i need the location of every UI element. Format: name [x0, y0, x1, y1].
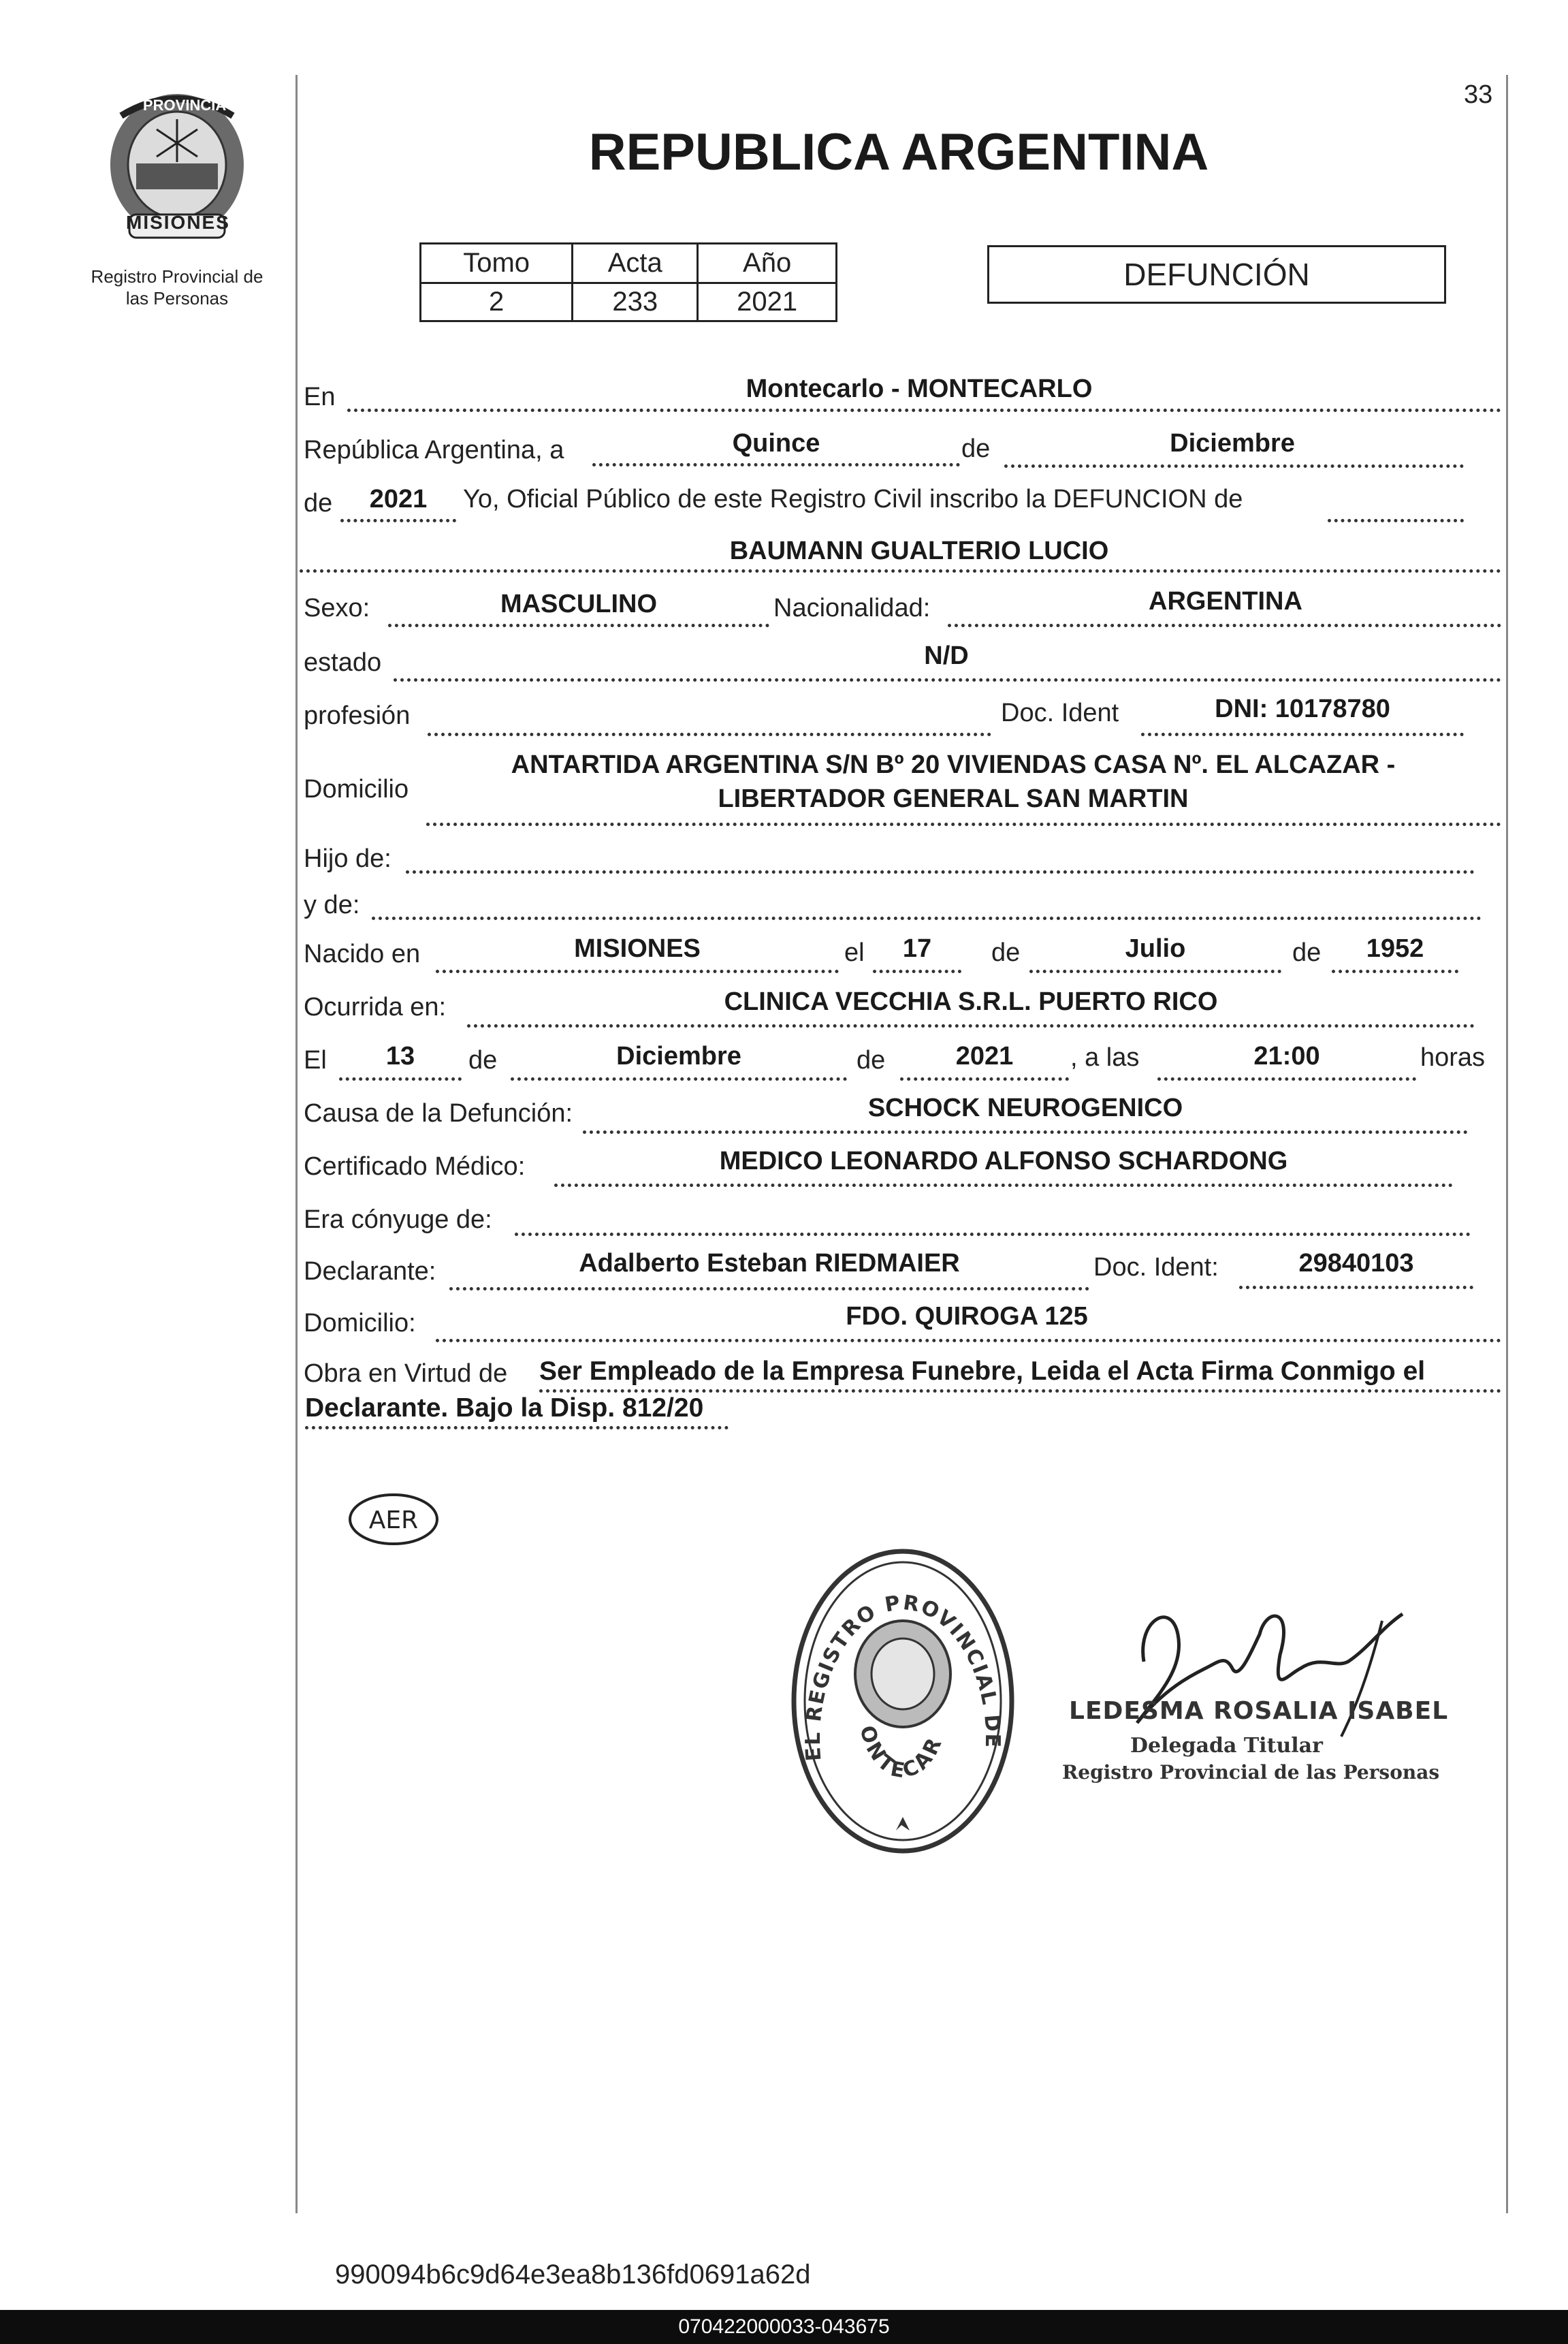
name-dotline [300, 569, 1501, 573]
footer-bar [0, 2310, 1568, 2344]
registry-name-line2: las Personas [125, 288, 229, 308]
year-value: 2021 [369, 485, 428, 513]
obra-label: Obra en Virtud de [304, 1359, 508, 1388]
de6-label: de [857, 1046, 886, 1075]
seal-text-top: PROVINCIA DE [143, 97, 251, 114]
certificado-label: Certificado Médico: [304, 1152, 526, 1181]
nacido-day-dotline [873, 970, 961, 973]
footer-code: 070422000033-043675 [678, 2315, 890, 2338]
profesion-label: profesión [304, 701, 411, 730]
death-month: Diciembre [616, 1042, 741, 1071]
obra-dotline2 [305, 1426, 729, 1429]
nacido-dotline [436, 970, 839, 973]
ocurrida-label: Ocurrida en: [304, 993, 447, 1021]
day-value: Quince [732, 429, 820, 458]
month-value: Diciembre [1170, 429, 1295, 458]
conyuge-label: Era cónyuge de: [304, 1205, 492, 1234]
obra-dotline1 [539, 1389, 1501, 1393]
page-title: REPUBLICA ARGENTINA [588, 123, 1209, 181]
table-value-acta: 233 [573, 283, 698, 321]
profesion-dotline [428, 733, 991, 736]
signatory-title: Delegada Titular [1130, 1734, 1323, 1758]
initials-text: AER [368, 1506, 419, 1534]
estado-label: estado [304, 648, 382, 677]
year-dotline [340, 519, 456, 522]
signature [1117, 1594, 1430, 1750]
hijo-dotline [406, 870, 1475, 874]
death-year: 2021 [955, 1042, 1014, 1071]
nacido-month: Julio [1125, 934, 1186, 963]
estado-dotline [394, 678, 1501, 682]
conyuge-dotline [515, 1233, 1471, 1236]
hash-code: 990094b6c9d64e3ea8b136fd0691a62d [335, 2260, 811, 2290]
causa-value: SCHOCK NEUROGENICO [867, 1094, 1183, 1122]
nacido-year-dotline [1332, 970, 1458, 973]
causa-label: Causa de la Defunción: [304, 1099, 573, 1128]
declarante-doc-value: 29840103 [1298, 1249, 1414, 1278]
domicilio-label: Domicilio [304, 775, 409, 804]
nacionalidad-dotline [948, 624, 1501, 627]
nacido-value: MISIONES [574, 934, 701, 963]
stamp-inner-text: ONTECAR [854, 1722, 948, 1784]
de4-label: de [1292, 938, 1322, 967]
en-value: Montecarlo - MONTECARLO [746, 375, 1093, 403]
signatory-office: Registro Provincial de las Personas [1062, 1761, 1440, 1784]
yde-dotline [372, 917, 1482, 920]
oficial-text: Yo, Oficial Público de este Registro Civil inscribo la DEFUNCION de [463, 485, 1243, 513]
republica-label: República Argentina, a [304, 436, 564, 464]
death-month-dotline [511, 1077, 847, 1081]
day-dotline [592, 463, 960, 466]
declarante-value: Adalberto Esteban RIEDMAIER [579, 1249, 960, 1278]
en-label: En [304, 383, 336, 411]
nacido-month-dotline [1029, 970, 1281, 973]
en-dotline [347, 409, 1501, 412]
table-value-tomo: 2 [421, 283, 573, 321]
death-time: 21:00 [1253, 1042, 1320, 1071]
obra-value-line1: Ser Empleado de la Empresa Funebre, Leida el Acta Firma Conmigo el [539, 1357, 1426, 1386]
right-margin-line [1506, 75, 1508, 2213]
table-header-anio: Año [698, 244, 837, 283]
record-table [419, 242, 837, 322]
obra-value-line2: Declarante. Bajo la Disp. 812/20 [305, 1393, 704, 1423]
left-margin-line [295, 75, 298, 2213]
ocurrida-dotline [467, 1024, 1475, 1028]
doc-ident-value: DNI: 10178780 [1215, 695, 1390, 723]
domicilio2-label: Domicilio: [304, 1309, 416, 1337]
de5-label: de [468, 1046, 498, 1075]
domicilio-dotline [426, 823, 1501, 826]
sexo-value: MASCULINO [500, 590, 658, 618]
nacido-day: 17 [902, 934, 932, 963]
nacido-year: 1952 [1366, 934, 1424, 963]
hijo-label: Hijo de: [304, 844, 391, 873]
signatory-name: LEDESMA ROSALIA ISABEL [1069, 1697, 1449, 1725]
nacido-label: Nacido en [304, 940, 421, 968]
registry-name-line1: Registro Provincial de [91, 266, 263, 287]
domicilio-line2: LIBERTADOR GENERAL SAN MARTIN [718, 785, 1189, 813]
de-label: de [961, 434, 991, 463]
de2-label: de [304, 489, 333, 518]
horas-label: horas [1420, 1043, 1486, 1072]
causa-dotline [583, 1130, 1468, 1134]
certificado-value: MEDICO LEONARDO ALFONSO SCHARDONG [719, 1147, 1288, 1175]
registry-name [61, 266, 293, 309]
month-dotline [1004, 464, 1464, 468]
handwritten-initials [346, 1490, 441, 1549]
death-time-dotline [1157, 1077, 1416, 1081]
page-number: 33 [1464, 80, 1493, 109]
table-header-acta: Acta [573, 244, 698, 283]
death-year-dotline [900, 1077, 1069, 1081]
domicilio2-value: FDO. QUIROGA 125 [846, 1302, 1088, 1331]
de3-label: de [991, 938, 1021, 967]
declarante-dotline [449, 1287, 1089, 1290]
declarante-doc-label: Doc. Ident: [1093, 1253, 1219, 1282]
estado-value: N/D [924, 642, 969, 670]
nacionalidad-value: ARGENTINA [1149, 587, 1302, 616]
el-label: el [844, 938, 865, 967]
certificado-dotline [554, 1184, 1453, 1187]
domicilio2-dotline [436, 1339, 1501, 1342]
official-stamp [787, 1538, 1019, 1865]
declarante-label: Declarante: [304, 1257, 436, 1286]
yde-label: y de: [304, 891, 360, 919]
name-value: BAUMANN GUALTERIO LUCIO [729, 537, 1109, 565]
sexo-label: Sexo: [304, 594, 370, 622]
alas-label: , a las [1070, 1043, 1140, 1072]
el2-label: El [304, 1046, 327, 1075]
declarante-doc-dotline [1239, 1286, 1473, 1289]
ocurrida-value: CLINICA VECCHIA S.R.L. PUERTO RICO [724, 987, 1218, 1016]
stamp-outer-text: EL REGISTRO PROVINCIAL DE [801, 1591, 1005, 1762]
doc-ident-dotline [1141, 733, 1464, 736]
record-type-box: DEFUNCIÓN [987, 245, 1446, 304]
seal-text-bottom: MISIONES [126, 212, 230, 233]
death-day: 13 [385, 1042, 415, 1071]
oficial-dotline [1328, 519, 1464, 522]
doc-ident-label: Doc. Ident [1001, 699, 1119, 727]
table-header-tomo: Tomo [421, 244, 573, 283]
table-value-anio: 2021 [698, 283, 837, 321]
sexo-dotline [388, 624, 769, 627]
nacionalidad-label: Nacionalidad: [773, 594, 931, 622]
domicilio-line1: ANTARTIDA ARGENTINA S/N Bº 20 VIVIENDAS CASA Nº. EL ALCAZAR - [511, 750, 1396, 779]
death-day-dotline [339, 1077, 462, 1081]
